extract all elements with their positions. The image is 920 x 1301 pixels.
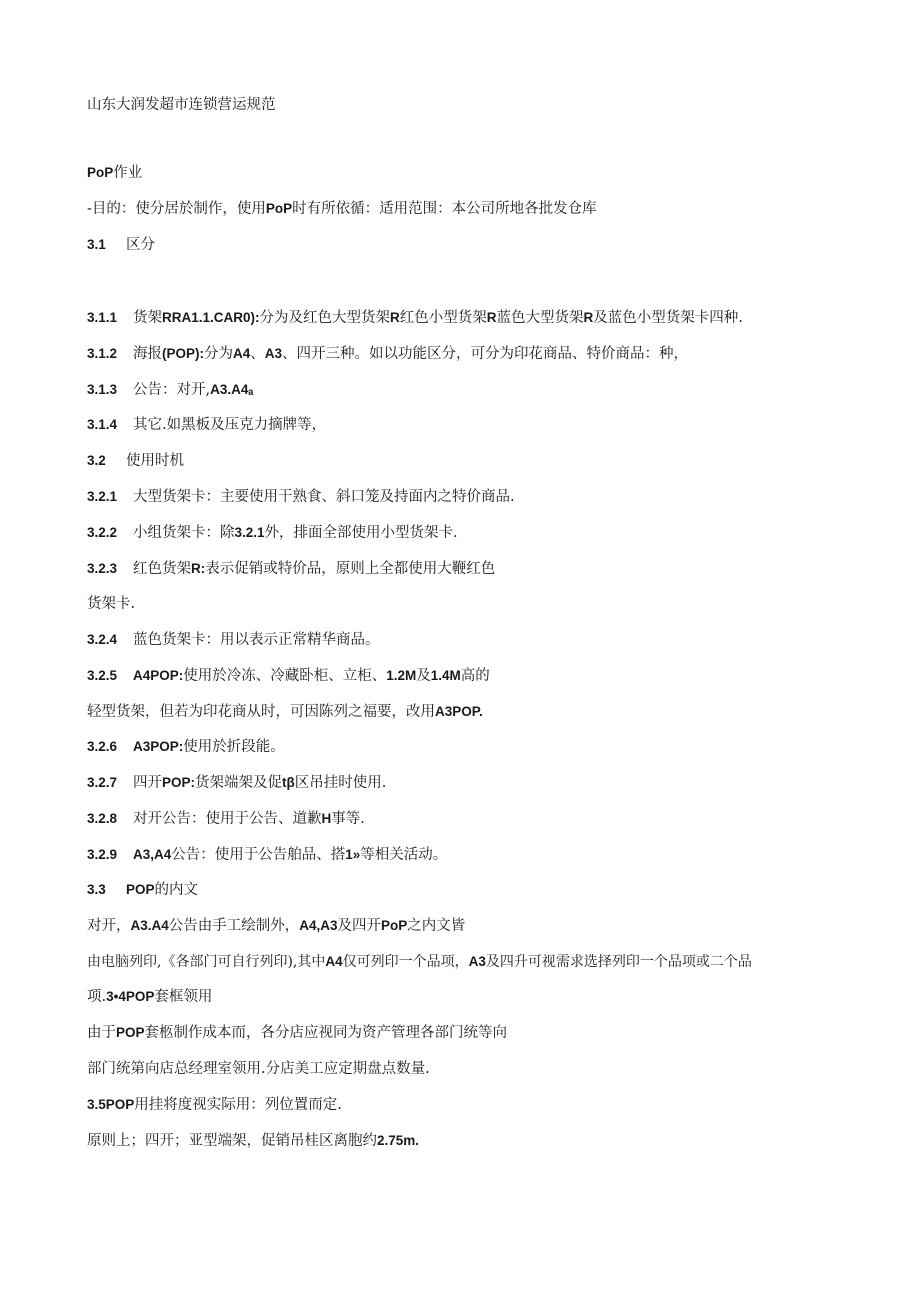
paragraph-line-6: 3.5POP用挂将度视实际用：列位置而定. (87, 1097, 342, 1113)
item-text: 蓝色货架卡：用以表示正常精华商品。 (133, 632, 380, 648)
paragraph-line-2: 由电脑列印,《各部门可自行列印),其中A4仅可列印一个品项，A3及四升可视需求选择列印一个品项或二个品 (87, 954, 752, 970)
item-text: 红色货架R:表示促销或特价品，原则上全都使用大鞭红色 (133, 561, 496, 577)
item-number: 3.2.9 (87, 847, 118, 862)
paragraph-line-7: 原则上；四开；亚型端架，促销吊桂区离胞约2.75m. (87, 1133, 420, 1149)
paragraph-line-1: 对开，A3.A4公告由手工绘制外，A4,A3及四开PoP之内文皆 (87, 918, 466, 934)
item-text: 小组货架卡：除3.2.1外，排面全部使用小型货架卡. (133, 525, 458, 541)
item-text: 其它.如黑板及压克力摘牌等， (133, 417, 327, 433)
item-3-2-5-continuation: 轻型货架，但若为印花商从时，可因陈列之福要，改用A3POP. (87, 704, 483, 720)
item-number: 3.1.3 (87, 382, 118, 397)
section-text: 区分 (126, 237, 155, 253)
paragraph-line-3: 项.3•4POP套框领用 (87, 989, 213, 1005)
item-text: 货架RRA1.1.CAR0):分为及红色大型货架R红色小型货架R蓝色大型货架R及蓝色小型货架卡四种. (133, 310, 743, 326)
section-number: 3.2 (87, 453, 106, 468)
item-number: 3.2.7 (87, 775, 118, 790)
item-text: A3POP:使用於折段能。 (133, 739, 285, 755)
item-number: 3.1.1 (87, 310, 118, 325)
purpose-line: -目的：使分居於制作，使用PoP时有所依循：适用范围：本公司所地各批发仓库 (87, 201, 597, 217)
document-title: 山东大润发超市连锁营运规范 (87, 97, 276, 113)
item-3-2-3-continuation: 货架卡. (87, 596, 136, 612)
paragraph-line-5: 部门统第向店总经理室领用.分店美工应定期盘点数量. (87, 1061, 430, 1077)
item-number: 3.2.6 (87, 739, 118, 754)
section-heading-pop: PoP作业 (87, 165, 143, 181)
item-number: 3.1.4 (87, 417, 118, 432)
item-text: 大型货架卡：主要使用干熟食、斜口笼及持面内之特价商品. (133, 489, 515, 505)
item-text: 海报(POP):分为A4、A3、四开三种。如以功能区分，可分为印花商品、特价商品：种， (133, 346, 689, 362)
paragraph-line-4: 由于POP套柩制作成本而，各分店应视同为资产管理各部门统等向 (87, 1025, 508, 1041)
item-text: A3,A4公告：使用于公告舶品、搭1»等相关活动。 (133, 847, 448, 863)
item-text: 对开公告：使用于公告、道歉H事等. (133, 811, 365, 827)
item-text: A4POP:使用於冷冻、冷藏卧柜、立柜、1.2M及1.4M高的 (133, 668, 490, 684)
item-number: 3.2.1 (87, 489, 118, 504)
item-text: 四开POP:货架端架及促tβ区吊挂时使用. (133, 775, 387, 791)
item-number: 3.2.2 (87, 525, 118, 540)
item-number: 3.1.2 (87, 346, 118, 361)
section-number: 3.1 (87, 237, 106, 252)
item-number: 3.2.3 (87, 561, 118, 576)
item-number: 3.2.8 (87, 811, 118, 826)
item-number: 3.2.4 (87, 632, 118, 647)
item-number: 3.2.5 (87, 668, 118, 683)
section-text: POP的内文 (126, 882, 199, 898)
item-text: 公告：对开,A3.A4ₐ (133, 382, 254, 398)
section-text: 使用时机 (126, 453, 184, 469)
section-number: 3.3 (87, 882, 106, 897)
